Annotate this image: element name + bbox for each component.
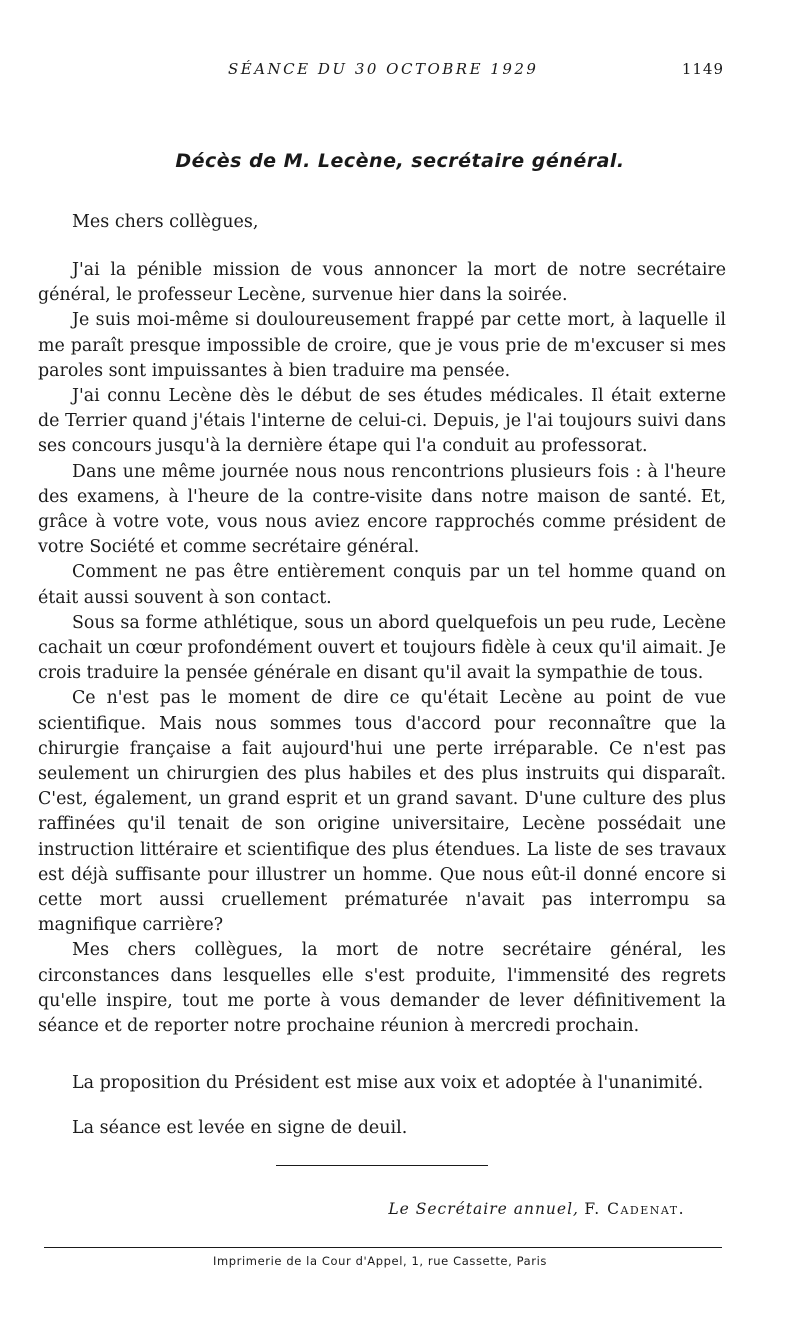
paragraph-5: Comment ne pas être entièrement conquis par un tel homme quand on était aussi souvent à son contact.	[38, 562, 726, 608]
motion-statement: La proposition du Président est mise aux voix et adoptée à l'unanimité.	[72, 1073, 704, 1093]
separator-rule	[276, 1165, 488, 1166]
paragraph-1: J'ai la pénible mission de vous annoncer la mort de notre secrétaire général, le professeur Lecène, survenue hier dans la soirée.	[38, 260, 726, 306]
closing-statement: La séance est levée en signe de deuil.	[72, 1118, 408, 1138]
paragraph-6: Sous sa forme athlétique, sous un abord quelquefois un peu rude, Lecène cachait un cœur profondément ouvert et toujours fidèle à ceux qu'il aimait. Je crois traduire la pensée générale en disant qu'il avait la sympathie de tous.	[38, 612, 726, 684]
signature-role: Le Secrétaire annuel,	[388, 1200, 579, 1218]
running-title: SÉANCE DU 30 OCTOBRE 1929	[228, 60, 539, 78]
running-head	[0, 60, 800, 82]
paragraph-4: Dans une même journée nous nous rencontrions plusieurs fois : à l'heure des examens, à l'heure de la contre-visite dans notre maison de santé. Et, grâce à votre vote, vous nous aviez encore rapprochés comme président de votre Société et comme secrétaire général.	[38, 461, 726, 558]
signature	[388, 1200, 685, 1218]
signature-name: F. Cadenat.	[584, 1200, 685, 1218]
paragraph-8: Mes chers collègues, la mort de notre secrétaire général, les circonstances dans lesquelles elle s'est produite, l'immensité des regrets qu'elle inspire, tout me porte à vous demander de lever définitivement la séance et de reporter notre prochaine réunion à mercredi prochain.	[38, 940, 726, 1037]
footer-rule	[44, 1247, 722, 1248]
salutation: Mes chers collègues,	[72, 212, 259, 232]
paragraph-7: Ce n'est pas le moment de dire ce qu'était Lecène au point de vue scientifique. Mais nous sommes tous d'accord pour reconnaître que la chirurgie française a fait aujourd'hui une perte irréparable. Ce n'est pas seulement un chirurgien des plus habiles et des plus instruits qui disparaît. C'est, également, un grand esprit et un grand savant. D'une culture des plus raffinées qu'il tenait de son origine universitaire, Lecène possédait une instruction littéraire et scientifique des plus étendues. La liste de ses travaux est déjà suffisante pour illustrer un homme. Que nous eût-il donné encore si cette mort aussi cruellement prématurée n'avait pas interrompu sa magnifique carrière?	[38, 688, 726, 936]
speech-body	[38, 258, 726, 1039]
paragraph-2: Je suis moi-même si douloureusement frappé par cette mort, à laquelle il me paraît presque impossible de croire, que je vous prie de m'excuser si mes paroles sont impuissantes à bien traduire ma pensée.	[38, 310, 726, 381]
page-number: 1149	[681, 60, 724, 78]
section-title: Décès de M. Lecène, secrétaire général.	[175, 150, 625, 172]
paragraph-3: J'ai connu Lecène dès le début de ses études médicales. Il était externe de Terrier quand j'étais l'interne de celui-ci. Depuis, je l'ai toujours suivi dans ses concours jusqu'à la dernière étape qui l'a conduit au professorat.	[38, 386, 726, 457]
printer-imprint: Imprimerie de la Cour d'Appel, 1, rue Cassette, Paris	[212, 1254, 548, 1268]
